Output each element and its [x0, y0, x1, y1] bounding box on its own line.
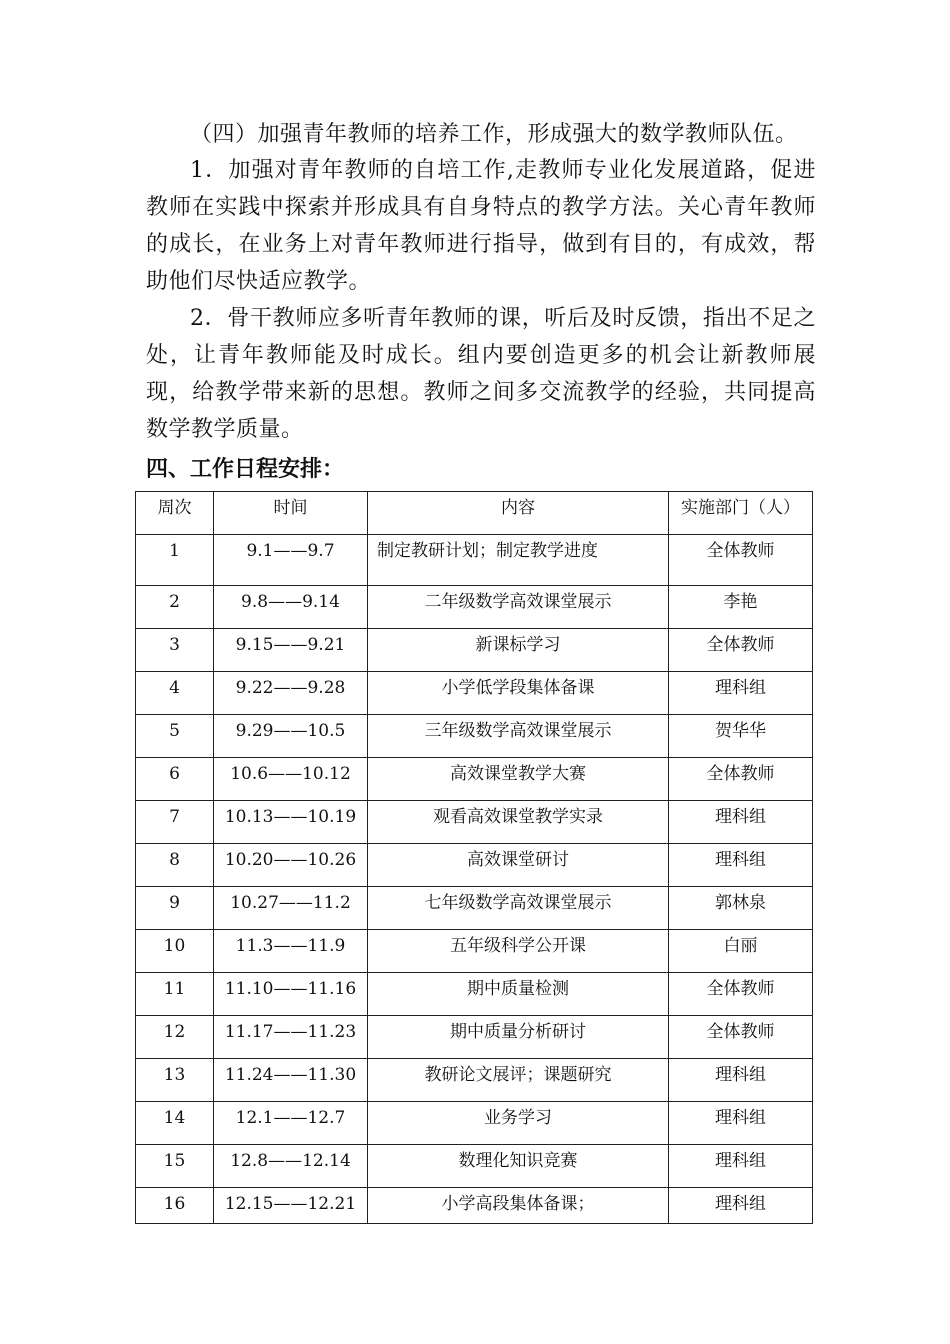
table-row [136, 1059, 813, 1102]
cell-dept: 理科组 [669, 1145, 813, 1188]
cell-time: 10.27——11.2 [214, 887, 368, 930]
cell-dept: 理科组 [669, 801, 813, 844]
cell-dept: 郭林泉 [669, 887, 813, 930]
cell-content: 业务学习 [368, 1102, 669, 1145]
table-row [136, 930, 813, 973]
table-row [136, 758, 813, 801]
cell-content: 小学高段集体备课； [368, 1188, 669, 1224]
cell-time: 12.8——12.14 [214, 1145, 368, 1188]
cell-content: 二年级数学高效课堂展示 [368, 586, 669, 629]
cell-week: 3 [136, 629, 214, 672]
table-row [136, 715, 813, 758]
cell-content: 期中质量检测 [368, 973, 669, 1016]
cell-dept: 理科组 [669, 1102, 813, 1145]
cell-content: 七年级数学高效课堂展示 [368, 887, 669, 930]
cell-week: 6 [136, 758, 214, 801]
cell-content: 新课标学习 [368, 629, 669, 672]
cell-week: 10 [136, 930, 214, 973]
subsection-heading: （四）加强青年教师的培养工作，形成强大的数学教师队伍。 [190, 122, 798, 147]
table-row [136, 887, 813, 930]
cell-content: 数理化知识竞赛 [368, 1145, 669, 1188]
cell-week: 16 [136, 1188, 214, 1224]
cell-week: 1 [136, 535, 214, 586]
paragraph-item-2: 2．骨干教师应多听青年教师的课，听后及时反馈，指出不足之处，让青年教师能及时成长。组内要创造更多的机会让新教师展现，给教学带来新的思想。教师之间多交流教学的经验，共同提高数学教学质量。 [146, 306, 816, 442]
cell-time: 10.20——10.26 [214, 844, 368, 887]
cell-content: 三年级数学高效课堂展示 [368, 715, 669, 758]
cell-week: 11 [136, 973, 214, 1016]
cell-week: 7 [136, 801, 214, 844]
header-time: 时间 [214, 492, 368, 535]
table-row [136, 1145, 813, 1188]
cell-content: 小学低学段集体备课 [368, 672, 669, 715]
cell-time: 12.1——12.7 [214, 1102, 368, 1145]
cell-time: 10.6——10.12 [214, 758, 368, 801]
cell-content: 制定教研计划；制定教学进度 [368, 535, 669, 586]
table-row [136, 1188, 813, 1224]
cell-week: 4 [136, 672, 214, 715]
cell-content: 五年级科学公开课 [368, 930, 669, 973]
cell-dept: 白丽 [669, 930, 813, 973]
cell-time: 11.17——11.23 [214, 1016, 368, 1059]
header-week: 周次 [136, 492, 214, 535]
cell-week: 5 [136, 715, 214, 758]
cell-week: 14 [136, 1102, 214, 1145]
table-row [136, 1016, 813, 1059]
table-row [136, 535, 813, 586]
table-row [136, 844, 813, 887]
table-row [136, 973, 813, 1016]
paragraph-item-1: 1．加强对青年教师的自培工作,走教师专业化发展道路，促进教师在实践中探索并形成具有自身特点的教学方法。关心青年教师的成长，在业务上对青年教师进行指导，做到有目的，有成效，帮助他们尽快适应教学。 [146, 158, 816, 294]
cell-time: 9.15——9.21 [214, 629, 368, 672]
cell-time: 9.29——10.5 [214, 715, 368, 758]
cell-time: 11.10——11.16 [214, 973, 368, 1016]
cell-time: 9.1——9.7 [214, 535, 368, 586]
cell-dept: 全体教师 [669, 1016, 813, 1059]
cell-content: 高效课堂教学大赛 [368, 758, 669, 801]
table-row [136, 801, 813, 844]
table-row [136, 629, 813, 672]
cell-time: 9.22——9.28 [214, 672, 368, 715]
cell-week: 8 [136, 844, 214, 887]
header-content: 内容 [368, 492, 669, 535]
cell-time: 12.15——12.21 [214, 1188, 368, 1224]
cell-week: 9 [136, 887, 214, 930]
table-row [136, 1102, 813, 1145]
table-row [136, 586, 813, 629]
cell-time: 11.24——11.30 [214, 1059, 368, 1102]
cell-content: 高效课堂研讨 [368, 844, 669, 887]
table-row [136, 672, 813, 715]
cell-week: 12 [136, 1016, 214, 1059]
cell-dept: 理科组 [669, 672, 813, 715]
cell-dept: 贺华华 [669, 715, 813, 758]
cell-time: 11.3——11.9 [214, 930, 368, 973]
cell-time: 9.8——9.14 [214, 586, 368, 629]
cell-dept: 全体教师 [669, 973, 813, 1016]
cell-week: 15 [136, 1145, 214, 1188]
schedule-heading: 四、工作日程安排： [146, 457, 345, 482]
header-dept: 实施部门（人） [669, 492, 813, 535]
cell-dept: 全体教师 [669, 535, 813, 586]
table-header-row [136, 492, 813, 535]
cell-dept: 理科组 [669, 1188, 813, 1224]
cell-time: 10.13——10.19 [214, 801, 368, 844]
cell-dept: 全体教师 [669, 758, 813, 801]
cell-content: 期中质量分析研讨 [368, 1016, 669, 1059]
cell-content: 教研论文展评；课题研究 [368, 1059, 669, 1102]
cell-content: 观看高效课堂教学实录 [368, 801, 669, 844]
schedule-table [135, 491, 813, 1224]
cell-dept: 全体教师 [669, 629, 813, 672]
cell-dept: 理科组 [669, 1059, 813, 1102]
cell-dept: 理科组 [669, 844, 813, 887]
cell-dept: 李艳 [669, 586, 813, 629]
cell-week: 13 [136, 1059, 214, 1102]
cell-week: 2 [136, 586, 214, 629]
